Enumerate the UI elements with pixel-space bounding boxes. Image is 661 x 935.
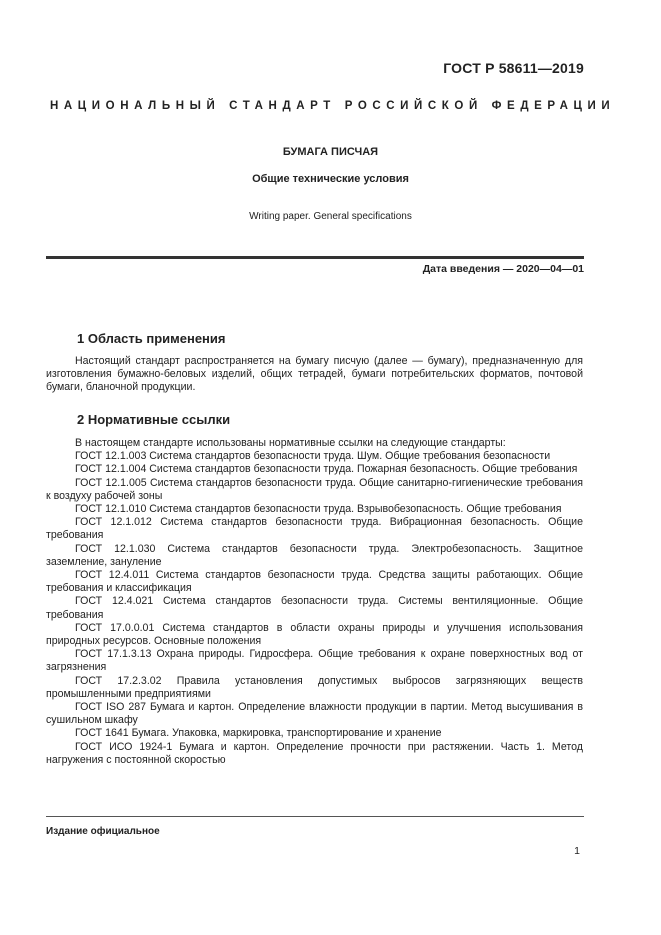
reference-item: ГОСТ 17.0.0.01 Система стандартов в области охраны природы и улучшения использования природных ресурсов. Основные положения: [46, 621, 583, 648]
section-1-text: Настоящий стандарт распространяется на бумагу писчую (далее — бумагу), предназначенную для изготовления бумажно-беловых изделий, общих тетрадей, бумаги потребительских форматов, почтовой бумаги, бланочной продукции.: [46, 355, 583, 394]
reference-item: ГОСТ 12.4.011 Система стандартов безопасности труда. Средства защиты работающих. Общие требования и классификация: [46, 569, 583, 595]
header-divider: [46, 256, 584, 259]
reference-item: ГОСТ ИСО 1924-1 Бумага и картон. Определение прочности при растяжении. Часть 1. Метод нагружения с постоянной скоростью: [46, 740, 583, 766]
reference-item: ГОСТ 12.1.005 Система стандартов безопасности труда. Общие санитарно-гигиенические требования к воздуху рабочей зоны: [46, 476, 583, 502]
national-standard-banner: НАЦИОНАЛЬНЫЙ СТАНДАРТ РОССИЙСКОЙ ФЕДЕРАЦИИ: [50, 100, 616, 112]
document-subtitle: Общие технические условия: [252, 173, 409, 185]
document-number: ГОСТ Р 58611—2019: [443, 60, 584, 76]
reference-item: ГОСТ 12.1.012 Система стандартов безопасности труда. Вибрационная безопасность. Общие требования: [46, 516, 583, 542]
reference-item: ГОСТ 12.1.004 Система стандартов безопасности труда. Пожарная безопасность. Общие требования: [75, 463, 578, 476]
reference-item: ГОСТ ISO 287 Бумага и картон. Определение влажности продукции в партии. Метод высушивания в сушильном шкафу: [46, 701, 583, 727]
reference-item: ГОСТ 1641 Бумага. Упаковка, маркировка, транспортирование и хранение: [75, 727, 442, 740]
section-1-heading: 1 Область применения: [77, 331, 226, 346]
reference-item: ГОСТ 12.1.003 Система стандартов безопасности труда. Шум. Общие требования безопасности: [75, 450, 551, 463]
reference-item: ГОСТ 17.1.3.13 Охрана природы. Гидросфера. Общие требования к охране поверхностных вод от загрязнения: [46, 648, 583, 674]
official-edition-label: Издание официальное: [46, 826, 160, 837]
reference-item: ГОСТ 12.1.010 Система стандартов безопасности труда. Взрывобезопасность. Общие требования: [75, 503, 562, 516]
references-intro: В настоящем стандарте использованы нормативные ссылки на следующие стандарты:: [75, 437, 506, 449]
section-2-heading: 2 Нормативные ссылки: [77, 412, 231, 427]
reference-item: ГОСТ 12.1.030 Система стандартов безопасности труда. Электробезопасность. Защитное заземление, зануление: [46, 542, 583, 568]
english-title: Writing paper. General specifications: [249, 211, 412, 222]
reference-item: ГОСТ 17.2.3.02 Правила установления допустимых выбросов загрязняющих веществ промышленными предприятиями: [46, 674, 583, 700]
normative-references: [46, 437, 583, 767]
introduction-date: Дата введения — 2020—04—01: [422, 263, 584, 275]
footer-divider: [46, 816, 584, 817]
reference-item: ГОСТ 12.4.021 Система стандартов безопасности труда. Системы вентиляционные. Общие требования: [46, 595, 583, 621]
page-number: 1: [574, 845, 580, 857]
document-title: БУМАГА ПИСЧАЯ: [282, 146, 379, 158]
